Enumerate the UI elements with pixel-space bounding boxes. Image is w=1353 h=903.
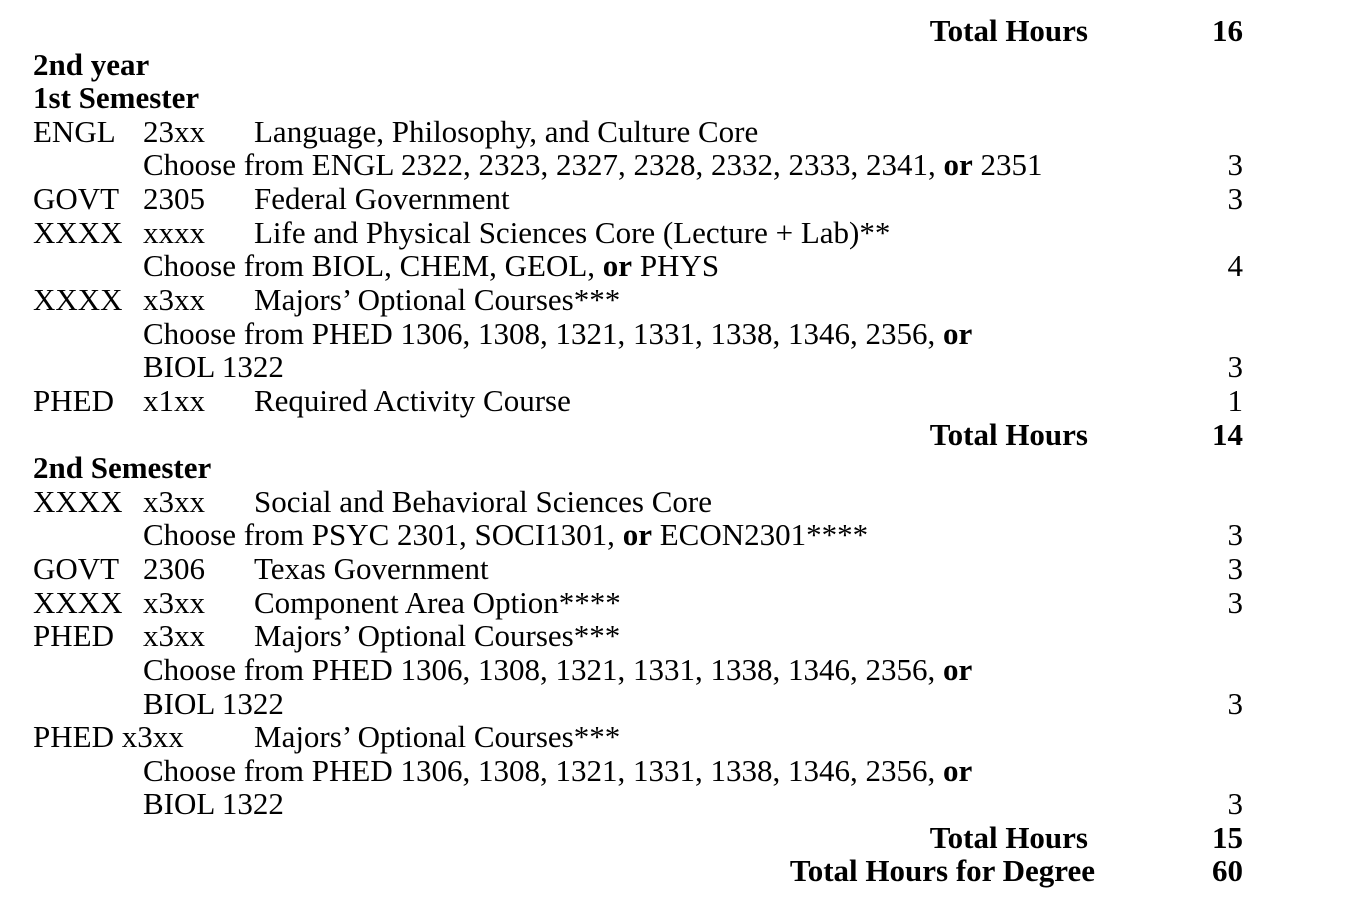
course-choice: [143, 754, 972, 788]
choice-text: Choose from ENGL 2322, 2323, 2327, 2328, 2332, 2333, 2341,: [143, 147, 944, 182]
semester-heading-row: [0, 451, 1353, 485]
course-hours: 3: [1227, 585, 1243, 620]
choice-or: or: [942, 316, 973, 351]
degree-total-label: Total Hours for Degree: [789, 853, 1095, 888]
course-title: Social and Behavioral Sciences Core: [254, 484, 712, 519]
course-dept: XXXX: [33, 282, 123, 317]
course-row: [0, 182, 1353, 216]
degree-total-row: [0, 854, 1353, 888]
course-hours: 3: [1227, 786, 1243, 821]
course-number: x1xx: [143, 383, 205, 418]
course-row: [0, 485, 1353, 519]
course-choice-row: [0, 653, 1353, 687]
course-number: x3xx: [143, 618, 205, 653]
course-hours: 3: [1227, 551, 1243, 586]
first-total-row: [0, 14, 1353, 48]
course-choice: [143, 249, 719, 283]
course-row: [0, 720, 1353, 754]
choice-or: or: [942, 652, 973, 687]
course-choice: [143, 148, 1043, 182]
course-hours: 1: [1227, 383, 1243, 418]
year-heading: 2nd year: [33, 47, 150, 82]
course-choice: [143, 317, 972, 351]
total-hours-value: 16: [1212, 13, 1243, 48]
course-choice: [143, 518, 868, 552]
course-hours: 3: [1227, 147, 1243, 182]
course-hours: 3: [1227, 517, 1243, 552]
course-title: Texas Government: [254, 551, 489, 586]
semester-heading: 1st Semester: [33, 80, 200, 115]
total-hours-label: Total Hours: [929, 820, 1088, 855]
course-hours: 3: [1227, 349, 1243, 384]
course-number: x3xx: [143, 282, 205, 317]
total-hours-label: Total Hours: [929, 417, 1088, 452]
course-hours: 3: [1227, 181, 1243, 216]
course-title: Majors’ Optional Courses***: [254, 719, 621, 754]
course-title: Federal Government: [254, 181, 510, 216]
course-choice-row: [0, 787, 1353, 821]
degree-total-value: 60: [1212, 853, 1243, 888]
choice-text: Choose from PHED 1306, 1308, 1321, 1331, 1338, 1346, 2356,: [143, 316, 943, 351]
course-title: Required Activity Course: [254, 383, 571, 418]
course-title: Component Area Option****: [254, 585, 621, 620]
choice-or: or: [622, 517, 652, 552]
course-number: 2305: [143, 181, 205, 216]
choice-or: or: [602, 248, 633, 283]
semester-heading: 2nd Semester: [33, 450, 212, 485]
course-title: Majors’ Optional Courses***: [254, 618, 621, 653]
course-number: x3xx: [143, 585, 205, 620]
choice-or: or: [942, 753, 973, 788]
course-row: [0, 384, 1353, 418]
total-hours-label: Total Hours: [929, 13, 1088, 48]
choice-text: Choose from PSYC 2301, SOCI1301,: [143, 517, 623, 552]
choice-text-end: ECON2301****: [651, 517, 869, 552]
choice-text-end: PHYS: [632, 248, 720, 283]
semester-total-row: [0, 418, 1353, 452]
course-choice-row: [0, 148, 1353, 182]
course-hours: 4: [1227, 248, 1243, 283]
course-dept-number: PHED x3xx: [33, 719, 184, 754]
course-title: Life and Physical Sciences Core (Lecture + Lab)**: [254, 215, 891, 250]
choice-continuation: BIOL 1322: [143, 686, 284, 721]
course-number: 23xx: [143, 114, 205, 149]
year-heading-row: [0, 48, 1353, 82]
course-number: 2306: [143, 551, 205, 586]
course-dept: XXXX: [33, 484, 123, 519]
course-title: Majors’ Optional Courses***: [254, 282, 621, 317]
choice-or: or: [943, 147, 973, 182]
course-choice-row: [0, 350, 1353, 384]
choice-continuation: BIOL 1322: [143, 349, 284, 384]
course-choice-row: [0, 687, 1353, 721]
course-choice-row: [0, 754, 1353, 788]
course-row: [0, 619, 1353, 653]
semester-heading-row: [0, 81, 1353, 115]
course-row: [0, 115, 1353, 149]
choice-text: Choose from PHED 1306, 1308, 1321, 1331, 1338, 1346, 2356,: [143, 753, 943, 788]
course-dept: GOVT: [33, 181, 120, 216]
choice-text: Choose from BIOL, CHEM, GEOL,: [143, 248, 603, 283]
course-row: [0, 552, 1353, 586]
course-choice: [143, 653, 972, 687]
course-choice-row: [0, 317, 1353, 351]
course-dept: PHED: [33, 618, 114, 653]
semester-total-row: [0, 821, 1353, 855]
course-dept: XXXX: [33, 215, 123, 250]
course-number: xxxx: [143, 215, 205, 250]
course-number: x3xx: [143, 484, 205, 519]
course-dept: PHED: [33, 383, 114, 418]
choice-continuation: BIOL 1322: [143, 786, 284, 821]
choice-text: Choose from PHED 1306, 1308, 1321, 1331, 1338, 1346, 2356,: [143, 652, 943, 687]
course-hours: 3: [1227, 686, 1243, 721]
total-hours-value: 14: [1212, 417, 1243, 452]
course-row: [0, 283, 1353, 317]
course-choice-row: [0, 518, 1353, 552]
total-hours-value: 15: [1212, 820, 1243, 855]
course-row: [0, 586, 1353, 620]
course-dept: GOVT: [33, 551, 120, 586]
choice-text-end: 2351: [972, 147, 1043, 182]
course-choice-row: [0, 249, 1353, 283]
course-dept: XXXX: [33, 585, 123, 620]
course-dept: ENGL: [33, 114, 116, 149]
course-row: [0, 216, 1353, 250]
course-title: Language, Philosophy, and Culture Core: [254, 114, 759, 149]
